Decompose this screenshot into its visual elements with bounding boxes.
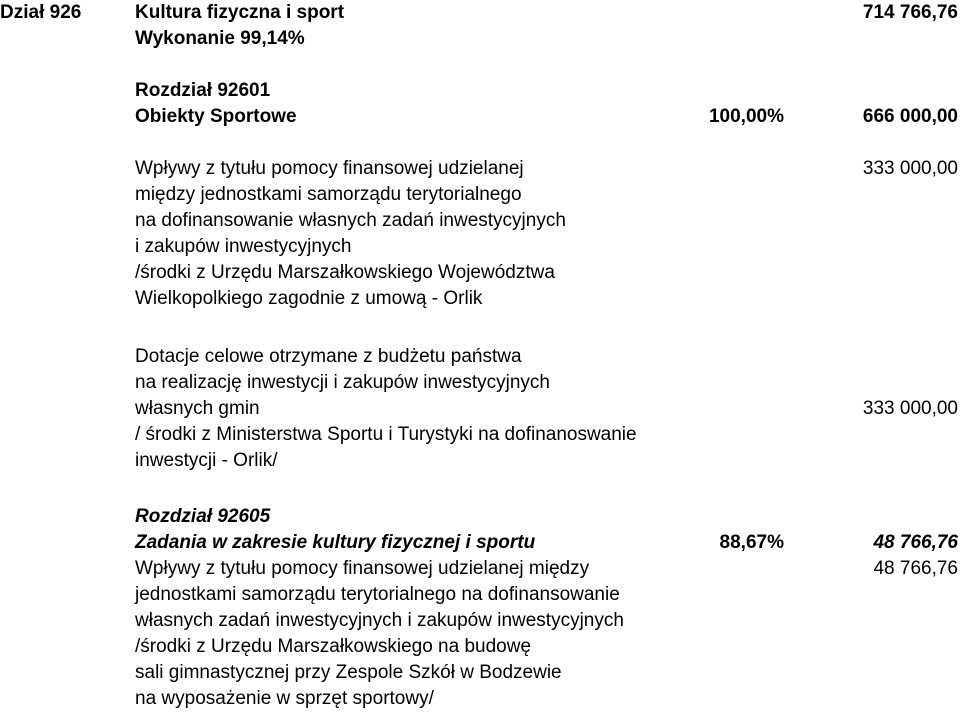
dzial-label: Dział 926 xyxy=(0,2,82,23)
rozdzial-92601-heading: Rozdział 92601 xyxy=(135,80,271,101)
rozdzial-92601-item1-description xyxy=(135,156,566,312)
rozdzial-92605-item1-description xyxy=(135,556,624,712)
rozdzial-92601-item2-amount: 333 000,00 xyxy=(862,398,958,419)
dzial-title: Kultura fizyczna i sport xyxy=(135,2,345,23)
rozdzial-92605-heading: Rozdział 92605 xyxy=(135,506,271,527)
description-line: własnych gmin xyxy=(135,398,260,419)
description-line: na wyposażenie w sprzęt sportowy/ xyxy=(135,688,434,709)
description-line: /środki z Urzędu Marszałkowskiego Województwa xyxy=(135,262,555,283)
description-line: między jednostkami samorządu terytorialnego xyxy=(135,184,522,205)
description-line: Wpływy z tytułu pomocy finansowej udzielanej między xyxy=(135,558,590,579)
rozdzial-92601-title: Obiekty Sportowe xyxy=(135,106,297,127)
description-line: własnych zadań inwestycyjnych i zakupów inwestycyjnych xyxy=(135,610,624,631)
rozdzial-92601-percent: 100,00% xyxy=(708,106,784,127)
dzial-amount: 714 766,76 xyxy=(862,2,958,23)
description-line: /środki z Urzędu Marszałkowskiego na budowę xyxy=(135,636,532,657)
rozdzial-92601-amount: 666 000,00 xyxy=(862,106,958,127)
rozdzial-92605-percent: 88,67% xyxy=(719,532,784,553)
rozdzial-92605-item1-amount: 48 766,76 xyxy=(873,558,958,579)
rozdzial-92601-item1-amount: 333 000,00 xyxy=(862,158,958,179)
dzial-wykonanie: Wykonanie 99,14% xyxy=(135,28,305,49)
description-line: na dofinansowanie własnych zadań inwestycyjnych xyxy=(135,210,566,231)
description-line: inwestycji - Orlik/ xyxy=(135,450,278,471)
rozdzial-92601-item2-description xyxy=(135,344,637,474)
description-line: sali gimnastycznej przy Zespole Szkół w Bodzewie xyxy=(135,662,562,683)
description-line: Wielkopolkiego zagodnie z umową - Orlik xyxy=(135,288,483,309)
description-line: jednostkami samorządu terytorialnego na dofinansowanie xyxy=(135,584,620,605)
rozdzial-92605-title: Zadania w zakresie kultury fizycznej i sportu xyxy=(135,532,536,553)
rozdzial-92605-amount: 48 766,76 xyxy=(873,532,958,553)
description-line: na realizację inwestycji i zakupów inwestycyjnych xyxy=(135,372,551,393)
description-line: i zakupów inwestycyjnych xyxy=(135,236,352,257)
description-line: Dotacje celowe otrzymane z budżetu państwa xyxy=(135,346,522,367)
description-line: Wpływy z tytułu pomocy finansowej udzielanej xyxy=(135,158,524,179)
description-line: / środki z Ministerstwa Sportu i Turystyki na dofinanoswanie xyxy=(135,424,637,445)
